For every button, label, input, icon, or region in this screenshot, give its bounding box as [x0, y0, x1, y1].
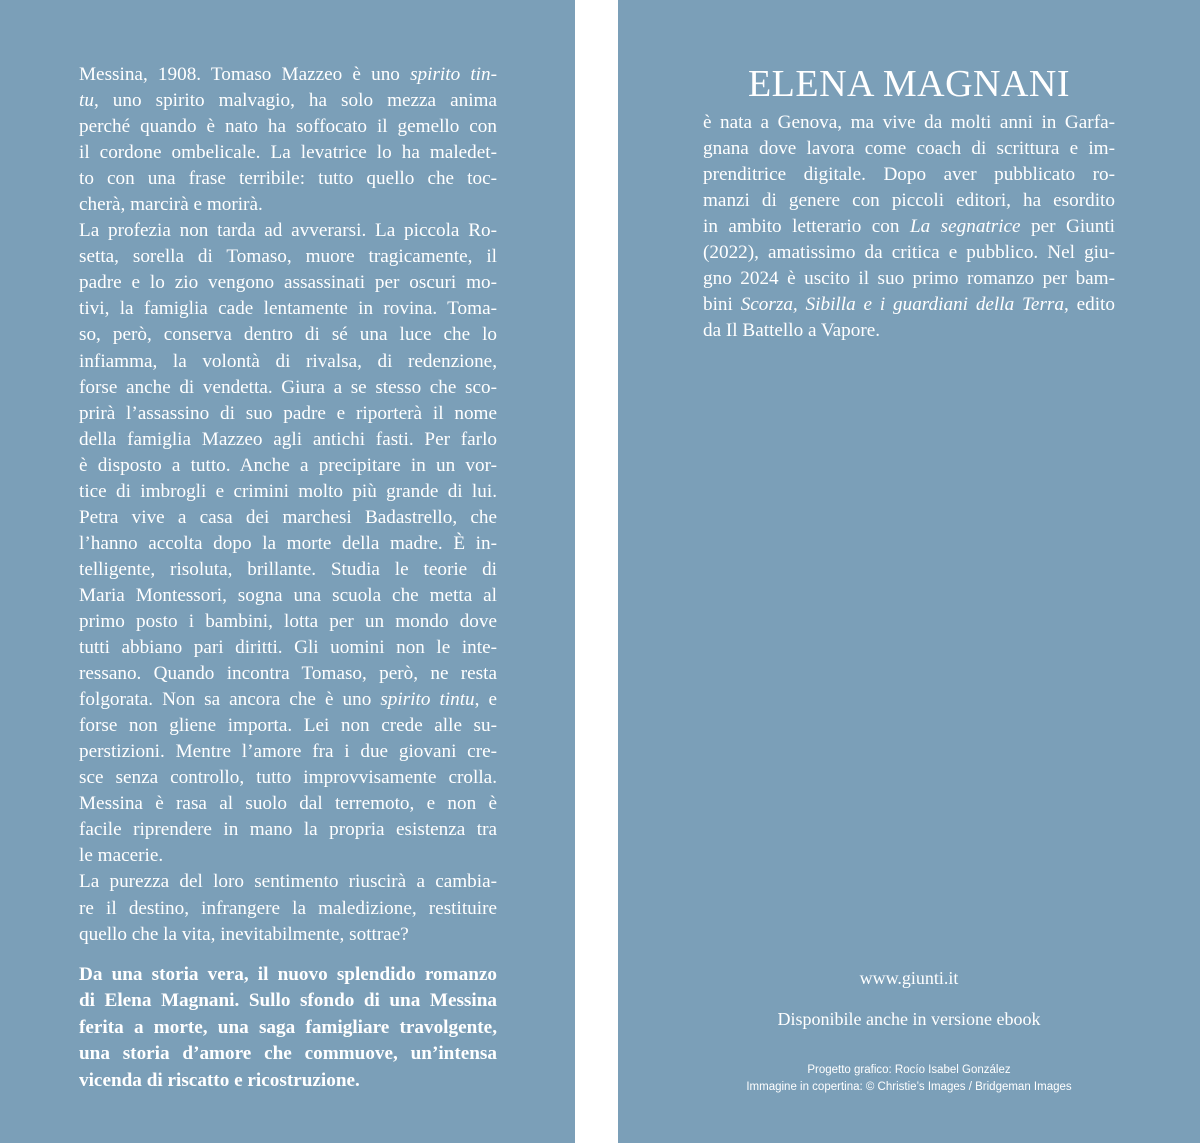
- text-run: cherà, marcirà e morirà.: [79, 194, 263, 216]
- text-run: , edito: [1063, 294, 1115, 316]
- text-line: [79, 62, 497, 88]
- text-run: manzi di genere con piccoli editori, ha esordito: [703, 190, 1115, 212]
- text-run: re il destino, infrangere la maledizione, restituire: [79, 897, 497, 919]
- text-line: [79, 218, 497, 244]
- text-line: [703, 188, 1115, 214]
- credit-line: Progetto grafico: Rocío Isabel González: [807, 1064, 1011, 1076]
- italic-title: Scorza, Sibilla e i guardiani della Terra: [740, 294, 1064, 316]
- text-run: le macerie.: [79, 845, 164, 867]
- text-run: in ambito letterario con: [703, 216, 910, 238]
- text-run: forse non gliene importa. Lei non crede alle su-: [79, 715, 497, 737]
- text-line: [79, 401, 497, 427]
- text-line: [79, 635, 497, 661]
- italic-title: spirito tintu: [380, 689, 475, 711]
- text-line: [703, 318, 1115, 344]
- ebook-availability-note: Disponibile anche in versione ebook: [777, 1009, 1041, 1029]
- text-run: è nata a Genova, ma vive da molti anni in Garfa-: [703, 112, 1115, 133]
- text-run: prenditrice digitale. Dopo aver pubblicato ro-: [703, 164, 1115, 186]
- back-flap-left: [0, 0, 575, 1143]
- publisher-website: www.giunti.it: [859, 968, 959, 988]
- text-line: [79, 427, 497, 453]
- text-line: [79, 531, 497, 557]
- text-run: La profezia non tarda ad avverarsi. La piccola Ro-: [79, 220, 497, 242]
- text-line: [79, 817, 497, 843]
- text-run: Messina è rasa al suolo dal terremoto, e non è: [79, 793, 497, 815]
- bold-text-line: vicenda di riscatto e ricostruzione.: [79, 1069, 360, 1091]
- author-bio-text: [703, 110, 1115, 344]
- text-line: [79, 765, 497, 791]
- text-run: to con una frase terribile: tutto quello che toc-: [79, 168, 497, 190]
- flap-gutter: [575, 0, 618, 1143]
- text-run: , uno spirito malvagio, ha solo mezza anima: [93, 90, 497, 112]
- text-run: bini: [703, 294, 741, 316]
- text-line: [79, 114, 497, 140]
- text-line: [79, 296, 497, 322]
- text-run: facile riprendere in mano la propria esistenza tra: [79, 819, 497, 841]
- text-line: [79, 140, 497, 166]
- bold-text-line: Da una storia vera, il nuovo splendido romanzo: [79, 964, 497, 985]
- author-flap-right: [618, 0, 1200, 1143]
- text-run: della famiglia Mazzeo agli antichi fasti. Per farlo: [79, 428, 497, 450]
- author-name-heading: ELENA MAGNANI: [747, 63, 1071, 105]
- text-line: [79, 244, 497, 270]
- text-run: il cordone ombelicale. La levatrice lo ha maledet-: [79, 142, 497, 164]
- design-credits: [618, 1062, 1200, 1096]
- bold-text-line: ferita a morte, una saga famigliare travolgente,: [79, 1016, 497, 1038]
- text-run: primo posto i bambini, lotta per un mondo dove: [79, 610, 497, 632]
- text-line: [79, 713, 497, 739]
- text-run: gnana dove lavora come coach di scrittura e im-: [703, 138, 1115, 160]
- text-line: [79, 192, 497, 218]
- text-line: [703, 240, 1115, 266]
- text-run: Petra vive a casa dei marchesi Badastrello, che: [79, 506, 497, 528]
- text-run: tutti abbiano pari diritti. Gli uomini non le inte-: [79, 637, 497, 659]
- text-run: telligente, risoluta, brillante. Studia le teorie di: [79, 558, 497, 580]
- bold-text-line: una storia d’amore che commuove, un’intensa: [79, 1043, 497, 1065]
- text-run: tice di imbrogli e crimini molto più grande di lui.: [79, 480, 497, 502]
- text-run: forse anche di vendetta. Giura a se stesso che sco-: [79, 376, 497, 398]
- text-line: [79, 88, 497, 114]
- text-line: [703, 162, 1115, 188]
- text-line: [79, 583, 497, 609]
- italic-title: tu: [79, 90, 94, 112]
- text-run: (2022), amatissimo da critica e pubblico. Nel giu-: [703, 242, 1115, 264]
- text-run: perché quando è nato ha soffocato il gemello con: [79, 116, 497, 138]
- text-line: [703, 214, 1115, 240]
- italic-title: La segnatrice: [909, 216, 1021, 238]
- text-line: [79, 896, 497, 922]
- text-run: Messina, 1908. Tomaso Mazzeo è uno: [79, 64, 411, 85]
- text-line: [79, 349, 497, 375]
- text-line: [79, 661, 497, 687]
- text-line: [79, 479, 497, 505]
- text-line: [703, 292, 1115, 318]
- credit-line: Immagine in copertina: © Christie’s Images / Bridgeman Images: [746, 1081, 1072, 1093]
- text-run: tivi, la famiglia cade lentamente in rovina. Toma-: [79, 298, 497, 320]
- text-run: è disposto a tutto. Anche a precipitare in un vor-: [79, 454, 497, 476]
- text-run: da Il Battello a Vapore.: [703, 320, 881, 342]
- bold-text-line: di Elena Magnani. Sullo sfondo di una Messina: [79, 990, 497, 1012]
- text-line: [79, 166, 497, 192]
- text-line: [79, 557, 497, 583]
- text-line: [79, 922, 497, 948]
- text-line: [79, 739, 497, 765]
- text-run: La purezza del loro sentimento riuscirà a cambia-: [79, 871, 497, 893]
- text-run: Maria Montessori, sogna una scuola che metta al: [79, 584, 497, 606]
- text-line: [79, 505, 497, 531]
- text-run: folgorata. Non sa ancora che è uno: [79, 689, 381, 711]
- text-run: perstizioni. Mentre l’amore fra i due giovani cre-: [79, 741, 497, 763]
- text-line: [79, 375, 497, 401]
- text-line: [703, 136, 1115, 162]
- italic-title: spirito tin-: [410, 64, 497, 85]
- text-run: sce senza controllo, tutto improvvisamente crolla.: [79, 767, 497, 789]
- text-run: quello che la vita, inevitabilmente, sottrae?: [79, 923, 409, 945]
- text-line: [79, 869, 497, 895]
- text-line: [79, 791, 497, 817]
- text-line: [79, 453, 497, 479]
- synopsis-text: [79, 62, 497, 948]
- text-run: gno 2024 è uscito il suo primo romanzo per bam-: [703, 268, 1115, 290]
- text-run: per Giunti: [1020, 216, 1115, 238]
- text-run: ressano. Quando incontra Tomaso, però, ne resta: [79, 663, 497, 685]
- text-run: , e: [474, 689, 497, 711]
- text-line: [703, 110, 1115, 136]
- text-run: setta, sorella di Tomaso, muore tragicamente, il: [79, 246, 497, 268]
- text-line: [79, 687, 497, 713]
- tagline-bold-text: [79, 962, 497, 1094]
- text-run: l’hanno accolta dopo la morte della madre. È in-: [79, 532, 497, 554]
- text-line: [79, 322, 497, 348]
- text-run: so, però, conserva dentro di sé una luce che lo: [79, 324, 497, 346]
- text-line: [703, 266, 1115, 292]
- text-line: [79, 270, 497, 296]
- text-line: [79, 609, 497, 635]
- text-line: [79, 843, 497, 869]
- text-run: prirà l’assassino di suo padre e riporterà il nome: [79, 402, 497, 424]
- text-run: infiamma, la volontà di rivalsa, di redenzione,: [79, 350, 497, 372]
- text-run: padre e lo zio vengono assassinati per oscuri mo-: [79, 272, 497, 294]
